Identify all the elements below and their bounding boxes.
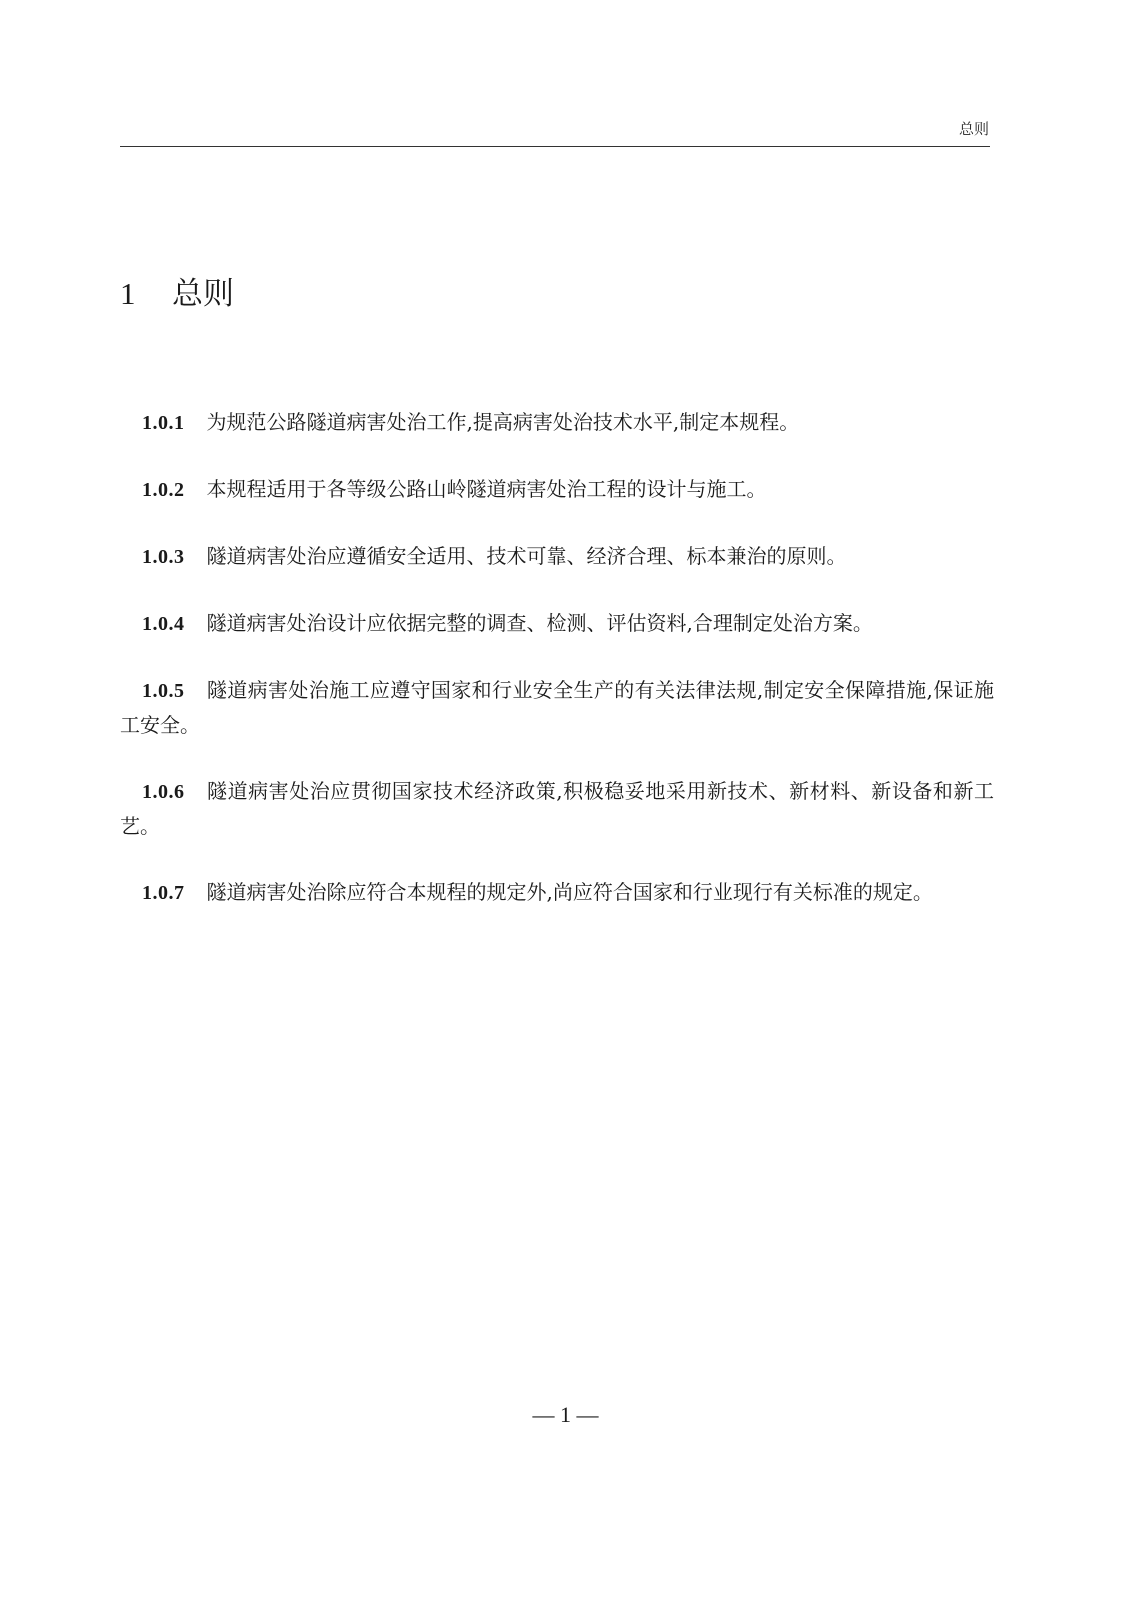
clause-1-0-7 (120, 875, 994, 910)
clause-number: 1.0.2 (142, 479, 185, 501)
chapter-number: 1 (120, 276, 136, 311)
clause-text: 为规范公路隧道病害处治工作,提高病害处治技术水平,制定本规程。 (206, 410, 800, 434)
clause-number: 1.0.1 (142, 412, 185, 434)
clause-number: 1.0.5 (142, 680, 185, 702)
clause-1-0-4 (120, 606, 994, 641)
chapter-title: 总则 (172, 276, 234, 312)
clause-1-0-1 (120, 405, 994, 440)
clause-number: 1.0.6 (142, 781, 185, 803)
clause-text: 隧道病害处治除应符合本规程的规定外,尚应符合国家和行业现行有关标准的规定。 (206, 880, 933, 904)
clause-text: 隧道病害处治施工应遵守国家和行业安全生产的有关法律法规,制定安全保障措施,保证施工安全。 (120, 678, 994, 737)
clause-1-0-5 (120, 673, 994, 742)
clause-number: 1.0.7 (142, 882, 185, 904)
clause-1-0-3 (120, 539, 994, 574)
clause-text: 本规程适用于各等级公路山岭隧道病害处治工程的设计与施工。 (206, 477, 767, 501)
clause-number: 1.0.4 (142, 613, 185, 635)
header-divider (120, 146, 990, 147)
clause-text: 隧道病害处治应贯彻国家技术经济政策,积极稳妥地采用新技术、新材料、新设备和新工艺。 (120, 779, 994, 838)
clause-1-0-2 (120, 472, 994, 507)
clause-list (120, 405, 994, 910)
clause-text: 隧道病害处治应遵循安全适用、技术可靠、经济合理、标本兼治的原则。 (206, 544, 847, 568)
clause-text: 隧道病害处治设计应依据完整的调查、检测、评估资料,合理制定处治方案。 (206, 611, 873, 635)
page-number: — 1 — (532, 1402, 599, 1427)
chapter-heading (120, 268, 234, 313)
clause-1-0-6 (120, 774, 994, 843)
running-header: 总则 (958, 120, 989, 138)
clause-number: 1.0.3 (142, 546, 185, 568)
